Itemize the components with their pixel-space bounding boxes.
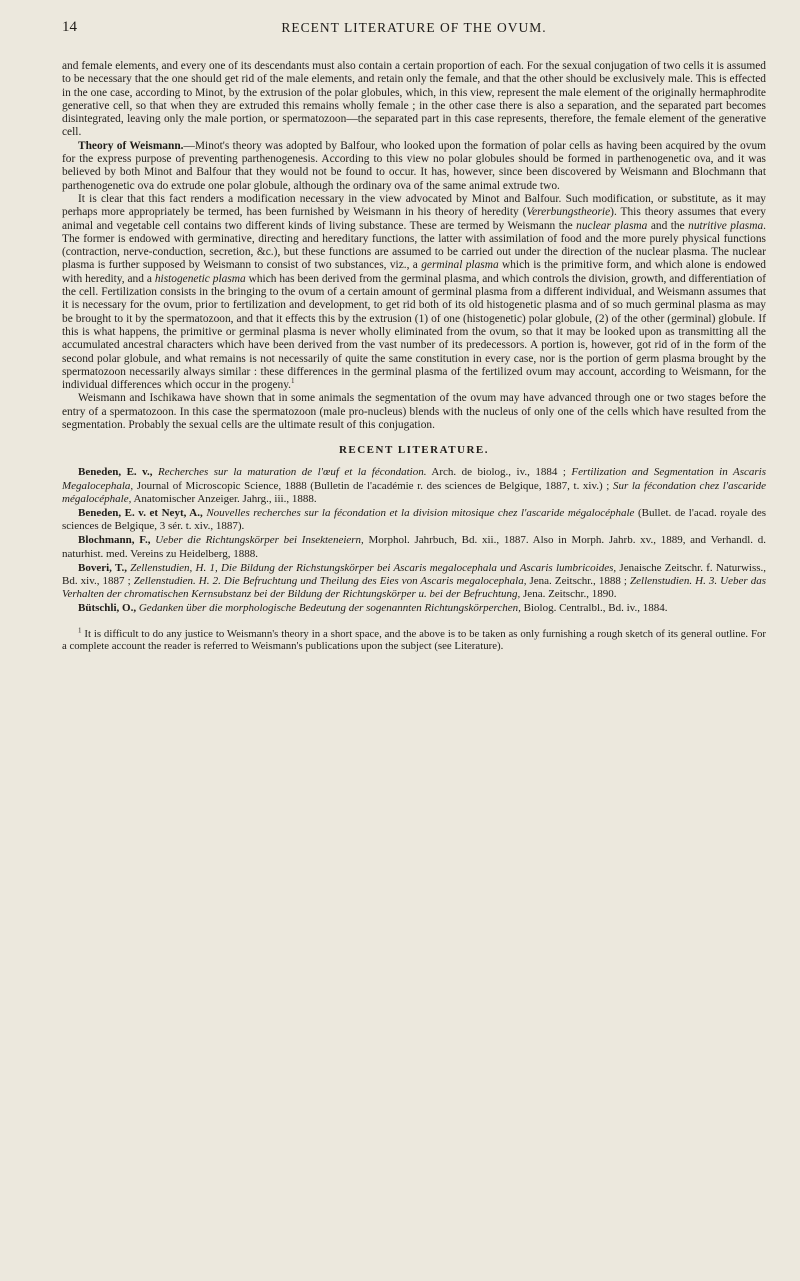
paragraph-2-text: —Minot's theory was adopted by Balfour, who looked upon the formation of polar cells as having been acquired by the ovum for the express purpose of preventing parthenogenesis. According to this view no polar globules should be formed in parthenogenetic ova, and it was believed by both Minot and Balfour that they would not be found to occur. It has, however, since been discovered by Weismann and Blochmann that parthenogenetic ova do extrude one polar globule, although the ordinary ova of the same animal extrude two. [62,139,766,192]
reference-details: Arch. de biolog., iv., 1884 ; [426,466,566,479]
reference-details: Biolog. Centralbl., Bd. iv., 1884. [520,602,668,615]
reference-author: Beneden, E. v. et Neyt, A., [78,506,203,519]
paragraph-3-text-a: It is clear that this fact renders a modification necessary in the view advocated by Minot and Balfour. Such modification, or substitute, as it may perhaps more appropriately be termed, has been furnished by Weismann in his theory of heredity ( [62,192,766,219]
reference-details: Jena. Zeitschr., 1888 ; [526,574,627,587]
reference-item [62,534,766,560]
term-germinal-plasma: germinal plasma [421,259,499,272]
reference-title: Ueber die Richtungskörper bei Insekteneiern, [155,534,364,547]
reference-author: Beneden, E. v., [78,466,153,479]
reference-details: Morphol. Jahrbuch, Bd. xii., 1887. Also in Morph. Jahrb. xv., 1889, and Verhandl. d. naturhist. med. Vereins zu Heidelberg, 1888. [62,534,766,560]
reference-title: Sur la fécondation chez l'ascaride mégalocéphale, [62,479,766,505]
footnote-mark: 1 [78,625,82,634]
term-nuclear-plasma: nuclear plasma [576,219,648,232]
reference-author: Bütschli, O., [78,602,137,615]
reference-item [62,562,766,602]
reference-details: Journal of Microscopic Science, 1888 (Bulletin de l'académie r. des sciences de Belgique, 1887, t. xiv.) ; [133,479,610,492]
footnote [62,625,766,654]
reference-title: Recherches sur la maturation de l'œuf et la fécondation. [158,466,427,479]
reference-title: Zellenstudien, H. 1, Die Bildung der Richstungskörper bei Ascaris megalocephala und Ascaris lumbricoides, [130,561,617,574]
paragraph-3-text-c: and the [647,219,689,232]
paragraph-2-heading: Theory of Weismann. [78,139,184,152]
term-vererbungstheorie: Vererbungstheorie [526,206,611,219]
reference-title: Gedanken über die morphologische Bedeutung der sogenannten Richtungskörperchen, [138,602,521,615]
paragraph-3-text-d: . The former is endowed with germinative, directing and hereditary functions, the latter with assimilation of food and the more purely physical functions (contraction, nerve-conduction, secretion, &c.), but these functions are assumed to be carried out under the direction of the nuclear plasma. The nuclear plasma is further supposed by Weismann to consist of two substances, viz., a [62,219,767,272]
reference-details: Jena. Zeitschr., 1890. [520,588,617,601]
paragraph-1: and female elements, and every one of its descendants must also contain a certain proportion of each. For the sexual conjugation of two cells it is assumed to be necessary that the one should get rid of the male elements, and retain only the female, and that the other should be exclusively male. This is effected in the one case, according to Minot, by the extrusion of the polar globules, which, in this view, represent the male element of the originally hermaphrodite generative cell, so that when they are extruded this remains wholly female ; in the other case there is also a separation, and the separated part becomes disintegrated, leaving only the male portion, or spermatozoon—the separated part in this case represents, therefore, the female element of the generative cell. [62,60,766,139]
reference-author: Boveri, T., [78,561,127,574]
reference-title: Zellenstudien. H. 2. Die Befruchtung und Theilung des Eies von Ascaris megalocephala, [133,574,527,587]
footnote-reference[interactable]: 1 [291,377,295,386]
paragraph-3-text-b: ). This theory assumes that every animal and vegetable cell contains two different kinds of living substance. These are termed by Weismann the [62,206,766,232]
reference-title: Fertilization and Segmentation in Ascaris Megalocephala, [62,466,767,492]
paragraph-3 [62,193,766,392]
body-text [62,60,766,432]
reference-details: Jenaische Zeitschr. f. Naturwiss., Bd. xiv., 1887 ; [62,561,767,587]
reference-list [62,466,766,615]
section-title: RECENT LITERATURE. [338,444,490,457]
reference-title: Zellenstudien. H. 3. Ueber das Verhalten der chromatischen Kernsubstanz bei der Bildung der Richtungskörper u. bei der Befruchtung, [62,574,767,601]
term-histogenetic-plasma: histogenetic plasma [154,272,246,285]
paragraph-3-text-f: which has been derived from the germinal plasma, and which controls the division, growth, and differentiation of the cell. Fertilization consists in the bringing to the ovum of a certain amount of germinal plasma from a different individual, and Weismann assumes that it is necessary for the ovum, prior to fertilization and development, to get rid both of its old histogenetic plasma and of so much germinal plasma as may be brought to it by the spermatozoon, and that it effects this by the extrusion (1) of one (histogenetic) polar globule, (2) of the other (germinal) globule. If this is what happens, the primitive or germinal plasma is never wholly eliminated from the ovum, so that it may be looked upon as transmitting all the accumulated ancestral characters which have been derived from the vast number of its predecessors. A portion is, however, got rid of in the form of the second polar globule, and what remains is not necessarily of quite the same constitution in every case, nor is the portion of germ plasma brought by the spermatozoon necessarily always similar : these differences in the germinal plasma of the fertilized ovum may account, according to Weismann, for the individual differences which occur in the progeny. [62,272,766,392]
running-head: RECENT LITERATURE OF THE OVUM. [281,20,547,35]
reference-author: Blochmann, F., [78,534,151,547]
paragraph-4: Weismann and Ischikawa have shown that in some animals the segmentation of the ovum may have advanced through one or two stages before the entry of a spermatozoon. In this case the spermatozoon (male pro-nucleus) blends with the nucleus of only one of the cells which have resulted from the segmentation. Probably the sexual cells are the ultimate result of this conjugation. [62,392,766,432]
footnote-text: It is difficult to do any justice to Weismann's theory in a short space, and the above is to be taken as only furnishing a rough sketch of its general outline. For a complete account the reader is referred to Weismann's publications upon the subject (see Literature). [62,627,766,653]
reference-item [62,602,766,615]
reference-item [62,466,766,506]
reference-item [62,507,766,533]
paragraph-3-text-e: which is the primitive form, and which alone is endowed with heredity, and a [62,259,767,285]
page-header [62,16,766,42]
reference-title: Nouvelles recherches sur la fécondation et la division mitosique chez l'ascaride mégalocéphale [206,506,635,519]
paragraph-2 [62,140,766,193]
term-nutritive-plasma: nutritive plasma [688,219,764,232]
reference-details: (Bullet. de l'acad. royale des sciences de Belgique, 3 sér. t. xiv., 1887). [62,506,767,533]
reference-details: Anatomischer Anzeiger. Jahrg., iii., 1888. [131,492,317,505]
page-number: 14 [62,19,77,35]
